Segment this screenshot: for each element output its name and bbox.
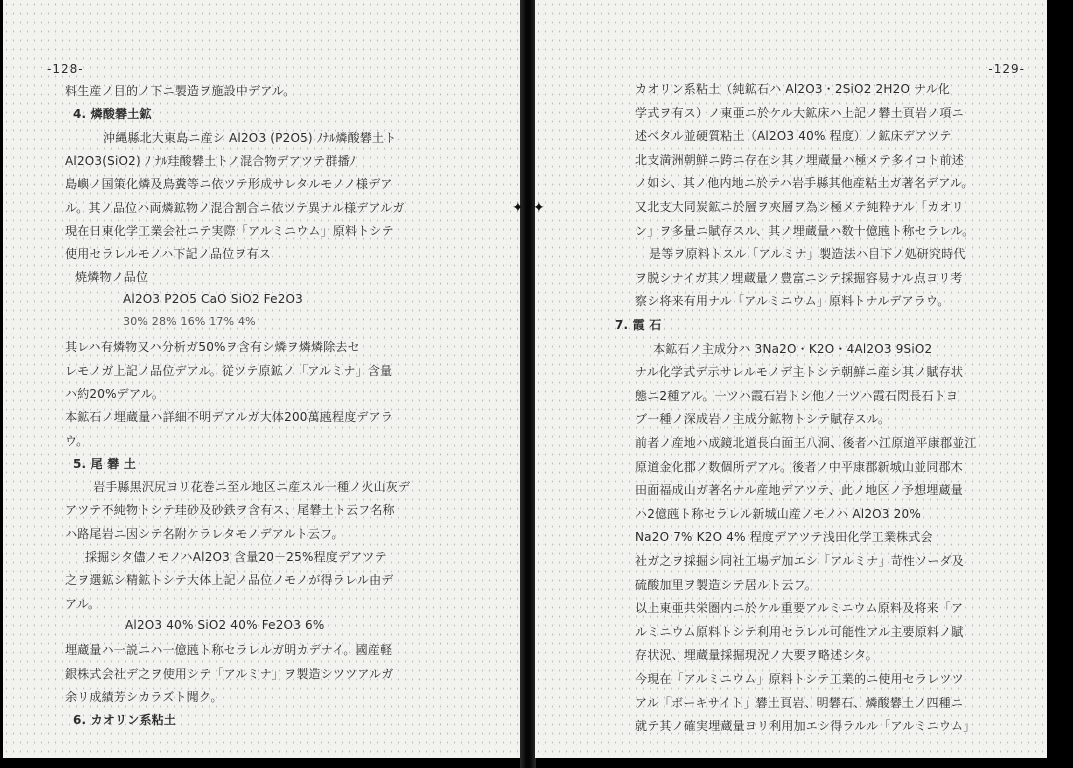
text-line: レモノガ上記ノ品位デアル。従ツテ原鉱ノ「アルミナ」含量: [65, 363, 393, 378]
text-line: 学式ヲ有ス）ノ東亜ニ於ケル大鉱床ハ上記ノ礬土頁岩ノ項ニ: [635, 105, 964, 120]
text-line: 現在日東化学工業会社ニテ実際「アルミニウム」原料トシテ: [65, 223, 394, 238]
text-line: 是等ヲ原料トスル「アルミナ」製造法ハ目下ノ処研究時代: [649, 247, 966, 262]
text-line: 態ニ2種アル。一ツハ霞石岩トシ他ノ一ツハ霞石閃長石トヨ: [635, 388, 959, 403]
binding-mark-icon: ✦: [533, 200, 545, 216]
text-line: Al2O3 P2O5 CaO SiO2 Fe2O3: [123, 291, 304, 306]
text-line: ハ2億瓲ト称セラレル新城山産ノモノハ Al2O3 20%: [635, 506, 921, 521]
page-number: -129-: [988, 62, 1025, 76]
text-line: Al2O3(SiO2) ﾉ ﾅﾙ珪酸礬土トノ混合物デアツテ群播ﾉ: [65, 153, 356, 168]
page-number: -128-: [47, 62, 84, 76]
text-line: Na2O 7% K2O 4% 程度デアツテ浅田化学工業株式会: [635, 530, 933, 545]
text-line: 述べタル並硬質粘土（Al2O3 40% 程度）ノ鉱床デアツテ: [635, 129, 952, 144]
text-line: ル。其ノ品位ハ両燐鉱物ノ混合割合ニ依ツテ異ナル様デアルガ: [65, 200, 405, 215]
text-line: ルミニウム原料トシテ利用セラレル可能性アル主要原料ノ賦: [635, 624, 964, 639]
text-line: 6. カオリン系粘土: [73, 713, 177, 728]
text-line: Al2O3 40% SiO2 40% Fe2O3 6%: [125, 617, 325, 632]
text-line: 其レハ有燐物又ハ分析ガ50%ヲ含有シ燐ヲ燐燐除去セ: [65, 340, 360, 355]
text-line: 余リ成績芳シカラズト聞ク。: [65, 689, 223, 704]
text-line: ノ如シ、其ノ他内地ニ於テハ岩手縣其他産粘土ガ著名デアル。: [635, 176, 974, 191]
text-line: 原道金化郡ノ数個所デアル。後者ノ中平康郡新城山並同郡木: [635, 459, 963, 474]
text-line: 田面福成山ガ著名ナル産地デアツテ、此ノ地区ノ予想埋蔵量: [635, 483, 963, 498]
text-line: ン」ヲ多量ニ賦存スル、其ノ埋蔵量ハ数十億瓲ト称セラレル。: [635, 223, 975, 238]
text-line: アル「ボーキサイト」礬土頁岩、明礬石、燐酸礬土ノ四種ニ: [635, 695, 964, 710]
text-line: 5. 尾 礬 土: [73, 456, 137, 471]
text-line: ナル化学式デ示サレルモノデ主トシテ朝鮮ニ産シ其ノ賦存状: [635, 365, 964, 380]
binding-mark-icon: ✦: [512, 200, 524, 216]
text-line: 前者ノ産地ハ成鏡北道長白面王八洞、後者ハ江原道平康郡並江: [635, 436, 977, 450]
left-page-text: [3, 0, 523, 758]
text-line: 4. 燐酸礬土鉱: [73, 107, 152, 122]
text-line: 本鉱石ノ主成分ハ 3Na2O・K2O・4Al2O3 9SiO2: [653, 341, 933, 356]
text-line: カオリン系粘土（純鉱石ハ Al2O3・2SiO2 2H2O ナル化: [635, 82, 951, 96]
right-page-text: [535, 0, 1047, 758]
text-line: ハ約20%デアル。: [65, 386, 165, 401]
text-line: ハ路尾岩ニ因シテ名附ケラレタモノデアルト云フ。: [65, 526, 344, 541]
text-line: 北支満洲朝鮮ニ跨ニ存在シ其ノ埋蔵量ハ極メテ多イコト前述: [635, 152, 964, 167]
text-line: 埋蔵量ハ一説ニハ一億瓲ト称セラレルガ明カデナイ。國産軽: [65, 643, 393, 658]
text-line: 焼燐物ノ品位: [75, 270, 149, 285]
text-line: 島嶼ノ国策化燐及鳥糞等ニ依ツテ形成サレタルモノノ様デア: [65, 177, 393, 192]
text-line: 7. 霞 石: [615, 318, 662, 332]
left-page: [3, 0, 523, 758]
text-line: 30% 28% 16% 17% 4%: [123, 315, 256, 328]
text-line: 又北支大同炭鉱ニ於層ヲ夾層ヲ為シ極メテ純粋ナル「カオリ: [635, 200, 964, 214]
text-line: 沖縄縣北大東島ニ産シ Al2O3 (P2O5) ﾉﾅﾙ燐酸礬土ト: [103, 130, 397, 145]
text-line: 本鉱石ノ埋蔵量ハ詳細不明デアルガ大体200萬瓲程度デアラ: [65, 410, 394, 425]
text-line: 岩手縣黒沢尻ヨリ花巻ニ至ル地区ニ産スル一種ノ火山灰デ: [93, 480, 411, 495]
text-line: 之ヲ選鉱シ精鉱トシテ大体上記ノ品位ノモノが得ラレル由デ: [65, 573, 394, 588]
text-line: 社ガ之ヲ採掘シ同社工場デ加エシ「アルミナ」苛性ソーダ及: [635, 554, 964, 568]
book-gutter: [520, 0, 536, 768]
text-line: 今現在「アルミニウム」原料トシテ工業的ニ使用セラレツツ: [635, 672, 964, 686]
text-line: 以上東亜共栄圏内ニ於ケル重要アルミニウム原料及将来「ア: [635, 601, 964, 616]
text-line: 察シ将来有用ナル「アルミニウム」原料トナルデアラウ。: [635, 294, 950, 309]
text-line: 使用セラレルモノハ下記ノ品位ヲ有ス: [65, 247, 272, 262]
text-line: ヲ脱シナイガ其ノ埋蔵量ノ豊富ニシテ採掘容易ナル点ヨリ考: [635, 270, 963, 285]
text-line: 銀株式会社デ之ヲ使用シテ「アルミナ」ヲ製造シツツアルガ: [65, 666, 394, 681]
text-line: 硫酸加里ヲ製造シテ居ルト云フ。: [635, 577, 818, 592]
text-line: 就テ其ノ確実埋蔵量ヨリ利用加エシ得ラルル「アルミニウム」: [635, 719, 976, 734]
text-line: 料生産ノ目的ノ下ニ製造ヲ施設中デアル。: [65, 84, 296, 98]
text-line: 採掘シタ儘ノモノハAl2O3 含量20－25%程度デアツテ: [85, 550, 387, 564]
text-line: ウ。: [65, 433, 89, 448]
text-line: 存状況、埋蔵量採掘現況ノ大要ヲ略述シタ。: [635, 648, 878, 663]
text-line: ブ一種ノ深成岩ノ主成分鉱物トシテ賦存スル。: [635, 412, 891, 427]
text-line: アツテ不純物トシテ珪砂及砂鉄ヲ含有ス、尾礬土ト云フ名称: [65, 503, 395, 518]
text-line: アル。: [65, 596, 101, 611]
right-page: [535, 0, 1047, 758]
